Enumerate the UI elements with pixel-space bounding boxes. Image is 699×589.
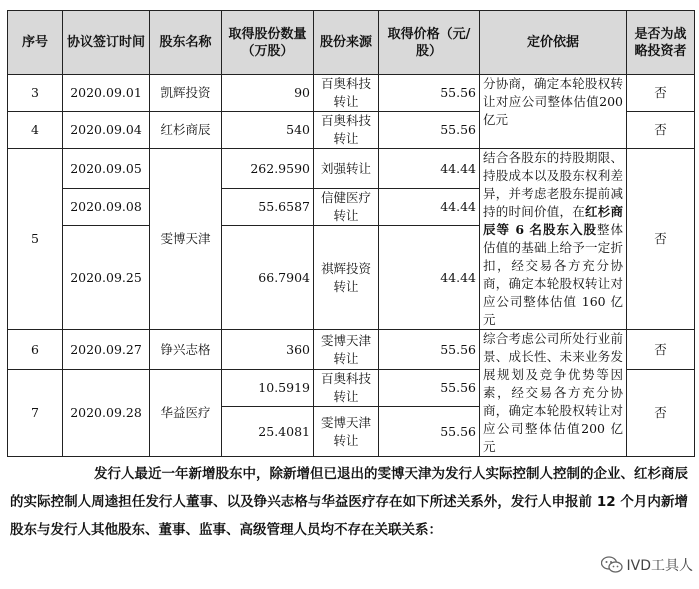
wechat-icon [601, 556, 623, 574]
cell-qty: 10.5919 [222, 370, 314, 407]
cell-date: 2020.09.01 [63, 75, 150, 112]
col-qty: 取得股份数量（万股） [222, 11, 314, 75]
cell-price: 55.56 [379, 370, 480, 407]
basis-text: 整体估值的基础上给予一定折扣，经交易各方充分协商，确定本轮股权转让对应公司整体估值 160 亿元 [483, 222, 623, 327]
cell-date: 2020.09.28 [63, 370, 150, 457]
cell-basis [480, 149, 627, 330]
table-row [8, 330, 695, 370]
cell-basis: 综合考虑公司所处行业前景、成长性、未来业务发展规划及竞争优势等因素，经交易各方充分协商，确定本轮股权转让对应公司整体估值200 亿元 [480, 330, 627, 457]
cell-src: 雯博天津转让 [314, 330, 379, 370]
cell-holder: 雯博天津 [150, 149, 222, 330]
cell-price: 55.56 [379, 75, 480, 112]
cell-price: 55.56 [379, 330, 480, 370]
cell-src: 刘强转让 [314, 149, 379, 189]
header-row [8, 11, 695, 75]
col-date: 协议签订时间 [63, 11, 150, 75]
body-paragraph [10, 460, 688, 544]
cell-price: 55.56 [379, 407, 480, 457]
cell-holder: 红杉商辰 [150, 112, 222, 149]
col-strategic: 是否为战略投资者 [627, 11, 695, 75]
paragraph-text: 发行人最近一年新增股东中，除新增但已退出的雯博天津为发行人实际控制人控制的企业、红杉商辰的实际控制人周逵担任发行人董事、以及铮兴志格与华益医疗存在如下所述关系外，发行人申报前 12 个月内新增股东与发行人其他股东、董事、监事、高级管理人员均不存在关联关系： [10, 466, 688, 538]
cell-no: 5 [8, 149, 63, 330]
cell-strategic: 否 [627, 330, 695, 370]
cell-price: 55.56 [379, 112, 480, 149]
cell-holder: 华益医疗 [150, 370, 222, 457]
watermark-text: IVD工具人 [626, 558, 693, 574]
cell-no: 7 [8, 370, 63, 457]
cell-qty: 55.6587 [222, 189, 314, 226]
cell-date: 2020.09.25 [63, 226, 150, 330]
table-row [8, 75, 695, 112]
cell-date: 2020.09.05 [63, 149, 150, 189]
col-no: 序号 [8, 11, 63, 75]
cell-price: 44.44 [379, 189, 480, 226]
cell-qty: 25.4081 [222, 407, 314, 457]
cell-strategic: 否 [627, 75, 695, 112]
cell-src: 信健医疗转让 [314, 189, 379, 226]
cell-strategic: 否 [627, 370, 695, 457]
cell-no: 4 [8, 112, 63, 149]
col-basis: 定价依据 [480, 11, 627, 75]
table-row [8, 149, 695, 189]
cell-date: 2020.09.08 [63, 189, 150, 226]
cell-no: 6 [8, 330, 63, 370]
cell-src: 祺辉投资转让 [314, 226, 379, 330]
cell-holder: 凯辉投资 [150, 75, 222, 112]
cell-strategic: 否 [627, 112, 695, 149]
cell-no: 3 [8, 75, 63, 112]
cell-price: 44.44 [379, 149, 480, 189]
cell-holder: 铮兴志格 [150, 330, 222, 370]
col-src: 股份来源 [314, 11, 379, 75]
cell-qty: 66.7904 [222, 226, 314, 330]
cell-qty: 360 [222, 330, 314, 370]
cell-qty: 540 [222, 112, 314, 149]
col-price: 取得价格（元/股） [379, 11, 480, 75]
watermark [601, 555, 694, 575]
cell-price: 44.44 [379, 226, 480, 330]
cell-src: 百奥科技转让 [314, 75, 379, 112]
cell-qty: 90 [222, 75, 314, 112]
cell-date: 2020.09.27 [63, 330, 150, 370]
cell-qty: 262.9590 [222, 149, 314, 189]
basis-text: 结合各股东的持股期限、持股成本以及股东权利差异，并考虑老股东提前减持的时间价值，在 [483, 150, 623, 219]
cell-date: 2020.09.04 [63, 112, 150, 149]
cell-src: 百奥科技转让 [314, 370, 379, 407]
col-holder: 股东名称 [150, 11, 222, 75]
cell-strategic: 否 [627, 149, 695, 330]
basis-bold-text: 红杉商辰等 6 名股东入股 [483, 204, 623, 237]
shareholder-table [7, 10, 695, 457]
cell-src: 百奥科技转让 [314, 112, 379, 149]
cell-basis: 分协商，确定本轮股权转让对应公司整体估值200 亿元 [480, 75, 627, 149]
cell-src: 雯博天津转让 [314, 407, 379, 457]
